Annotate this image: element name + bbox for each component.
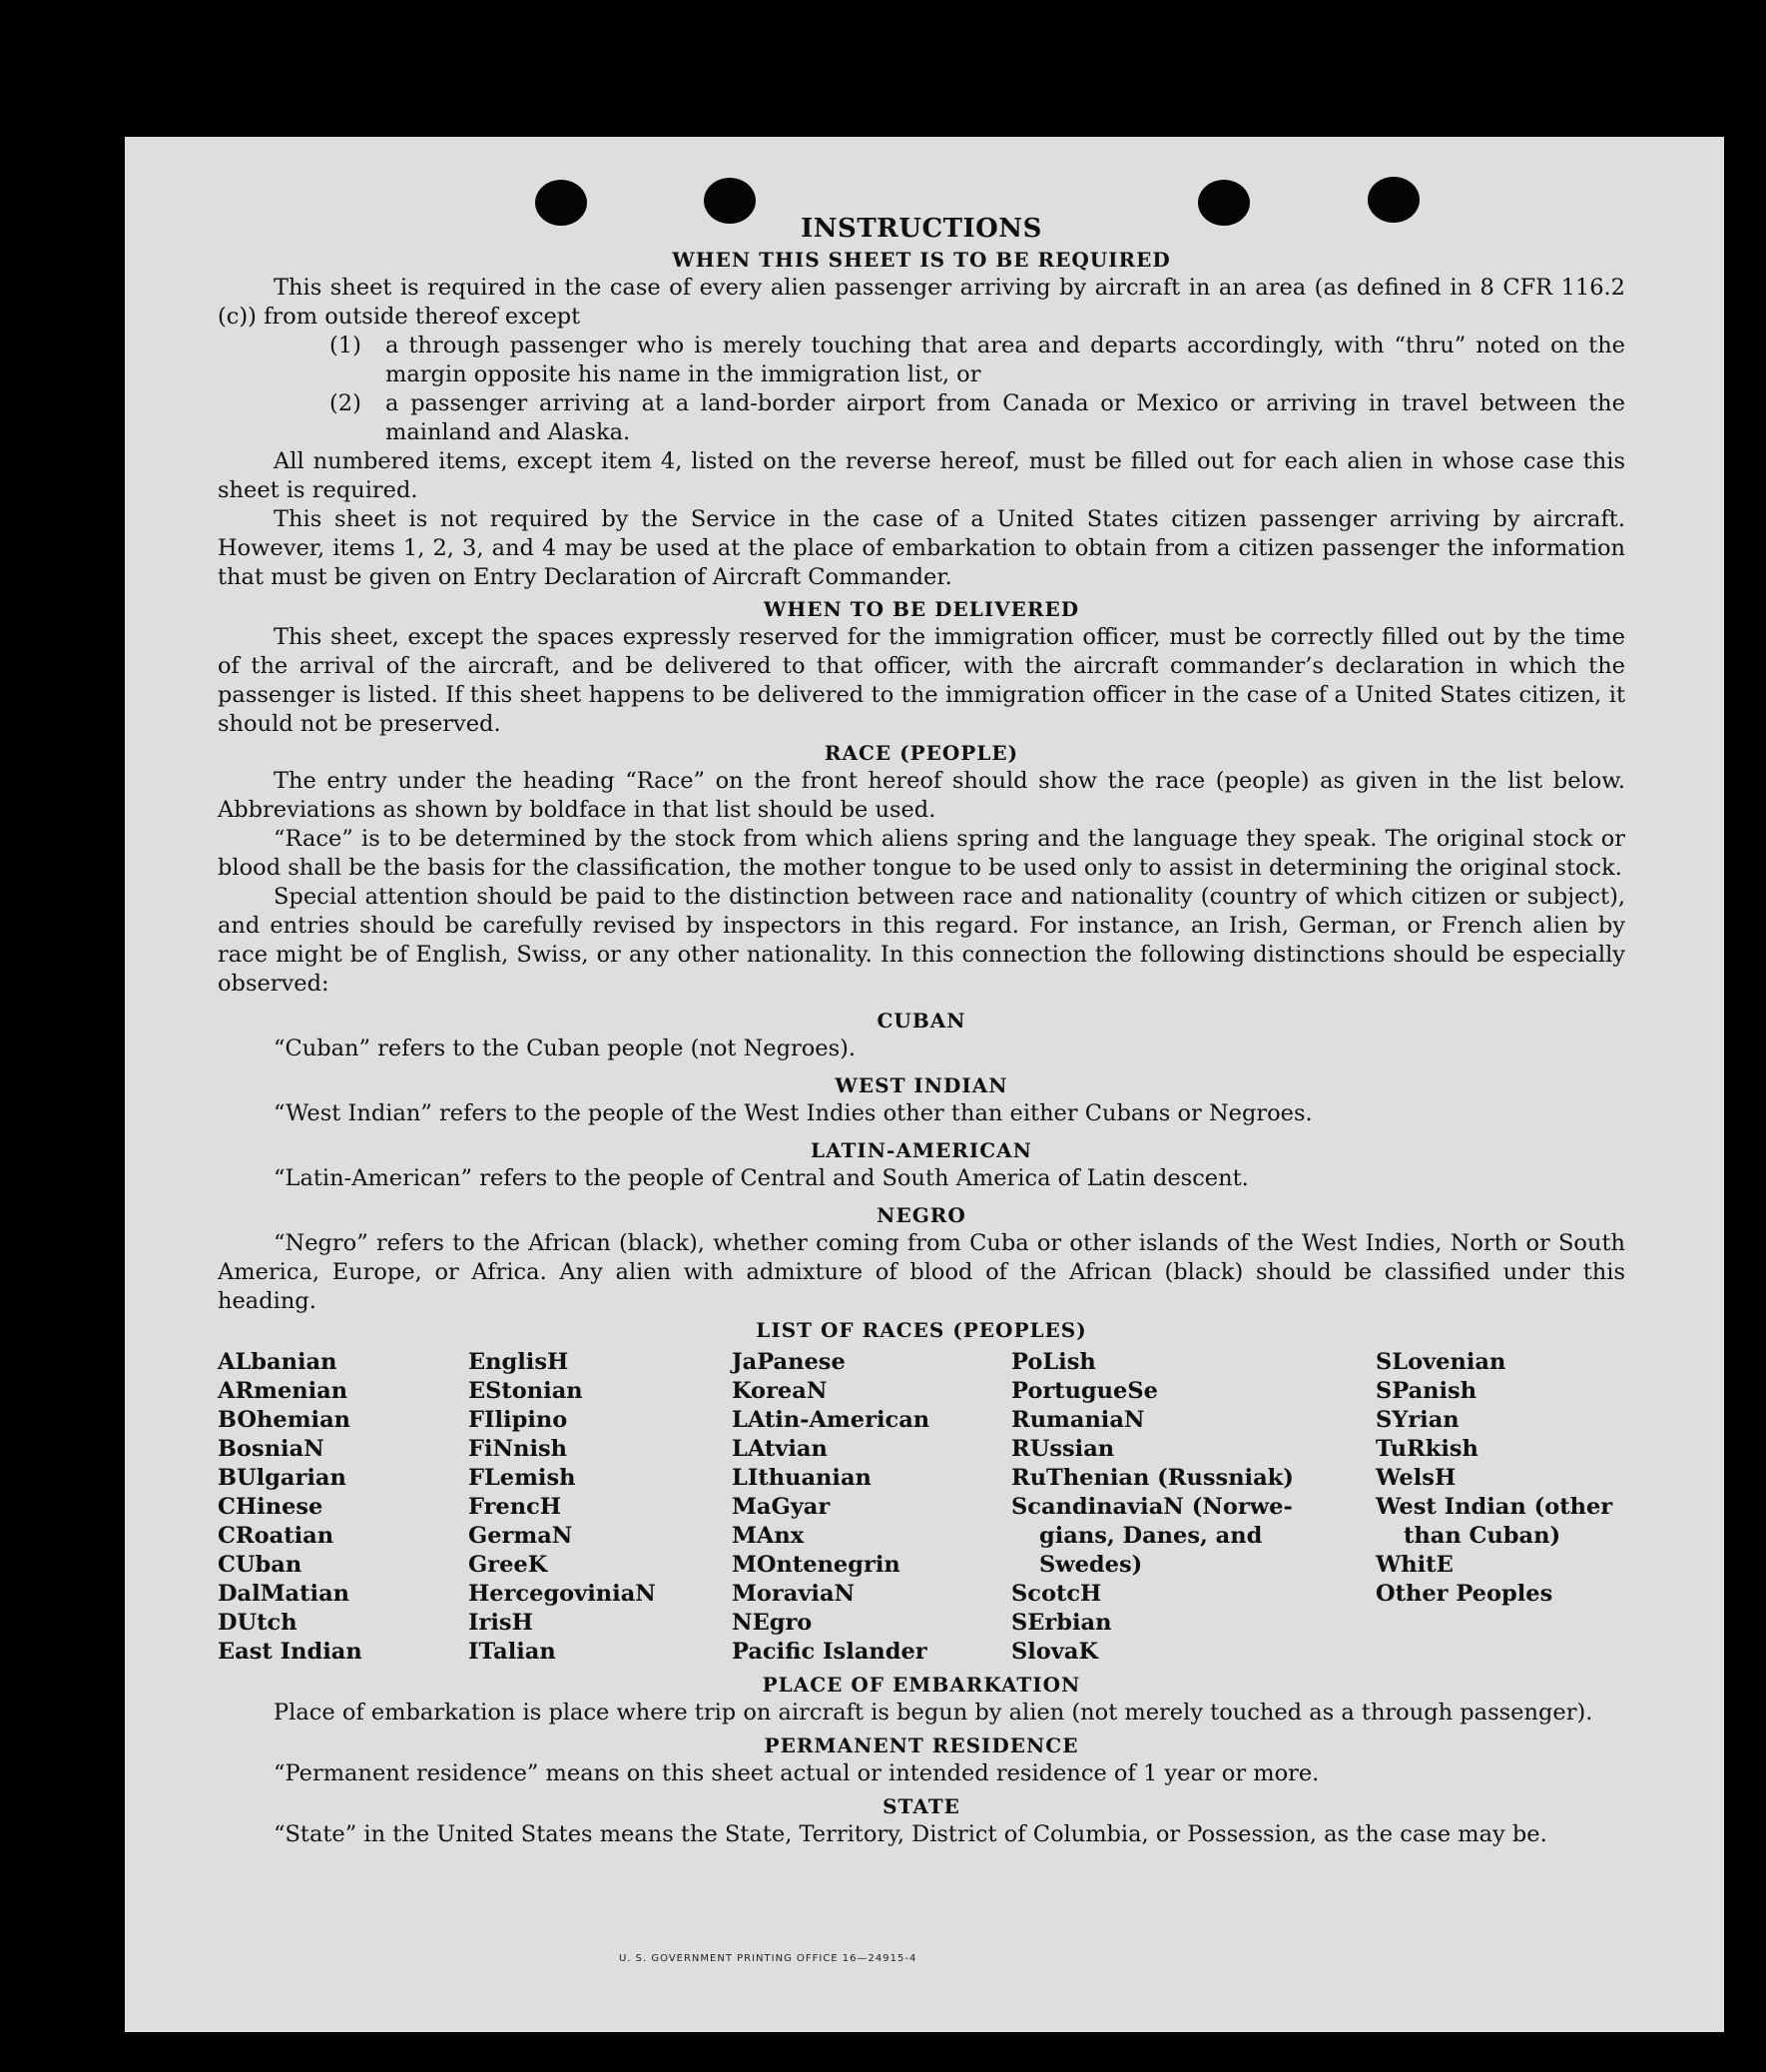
race-entry: DUtch — [218, 1610, 297, 1636]
item-number: (1) — [329, 333, 361, 358]
race-entry: West Indian (other — [1376, 1494, 1613, 1520]
race-entry: ALbanian — [218, 1349, 337, 1375]
race-entry: IrisH — [468, 1610, 533, 1636]
race-entry: FiNnish — [468, 1436, 568, 1462]
race-entry: PoLish — [1011, 1349, 1096, 1375]
state-text: “State” in the United States means the State, Territory, District of Columbia, or Possession, as the case may be. — [274, 1821, 1547, 1847]
race-entry: ScotcH — [1011, 1581, 1102, 1607]
races-list — [218, 1348, 1625, 1667]
race-entry: BosniaN — [218, 1436, 324, 1462]
instructions-text — [218, 212, 1625, 1849]
item-number: (2) — [329, 390, 361, 416]
races-column — [1011, 1348, 1376, 1667]
section-heading-latin-american: LATIN-AMERICAN — [811, 1138, 1032, 1162]
section-heading-required: WHEN THIS SHEET IS TO BE REQUIRED — [672, 248, 1171, 272]
race-entry: RuThenian (Russniak) — [1011, 1465, 1294, 1491]
race-entry: East Indian — [218, 1639, 362, 1665]
race-entry: CRoatian — [218, 1523, 334, 1549]
section-heading-embarkation: PLACE OF EMBARKATION — [762, 1673, 1081, 1697]
required-para: All numbered items, except item 4, listed on the reverse hereof, must be filled out for each alien in whose case this sheet is required. — [218, 448, 1625, 503]
race-entry: EStonian — [468, 1378, 583, 1404]
race-entry: GreeK — [468, 1552, 548, 1578]
race-para: “Race” is to be determined by the stock from which aliens spring and the language they speak. The original stock or blood shall be the basis for the classification, the mother tongue to be used only to assist in determining the original stock. — [218, 826, 1625, 881]
races-column — [732, 1348, 1011, 1667]
race-entry: ARmenian — [218, 1378, 348, 1404]
race-para: Special attention should be paid to the distinction between race and nationality (country of which citizen or subject), and entries should be carefully revised by inspectors in this regard. For instance, an Irish, German, or French alien by race might be of English, Swiss, or any other nationality. In this connection the following distinctions should be especially observed: — [218, 884, 1625, 997]
race-entry: SPanish — [1376, 1378, 1477, 1404]
race-entry: Other Peoples — [1376, 1581, 1553, 1607]
race-entry: TuRkish — [1376, 1436, 1478, 1462]
race-entry: GermaN — [468, 1523, 573, 1549]
race-entry: than Cuban) — [1404, 1523, 1561, 1549]
required-intro: This sheet is required in the case of every alien passenger arriving by aircraft in an area (as defined in 8 CFR 116.2 (c)) from outside thereof except — [218, 275, 1625, 330]
races-column — [218, 1348, 468, 1667]
race-para: The entry under the heading “Race” on the front hereof should show the race (people) as given in the list below. Abbreviations as shown by boldface in that list should be used. — [218, 768, 1625, 823]
race-entry: LAtvian — [732, 1436, 828, 1462]
negro-text: “Negro” refers to the African (black), whether coming from Cuba or other islands of the West Indies, North or South America, Europe, or Africa. Any alien with admixture of blood of the African (black) should be classified under this heading. — [218, 1230, 1625, 1314]
section-heading-negro: NEGRO — [877, 1203, 966, 1227]
race-entry: ITalian — [468, 1639, 556, 1665]
race-entry: LIthuanian — [732, 1465, 872, 1491]
page-title: INSTRUCTIONS — [801, 214, 1042, 244]
race-entry: KoreaN — [732, 1378, 828, 1404]
cuban-text: “Cuban” refers to the Cuban people (not Negroes). — [274, 1036, 857, 1061]
west-indian-text: “West Indian” refers to the people of the West Indies other than either Cubans or Negroes. — [274, 1100, 1313, 1126]
race-entry: SErbian — [1011, 1610, 1112, 1636]
section-heading-list-of-races: LIST OF RACES (PEOPLES) — [756, 1318, 1087, 1342]
race-entry: PortugueSe — [1011, 1378, 1158, 1404]
race-entry: CHinese — [218, 1494, 323, 1520]
race-entry: MaGyar — [732, 1494, 831, 1520]
race-entry: SYrian — [1376, 1407, 1460, 1433]
section-heading-race: RACE (PEOPLE) — [824, 741, 1019, 765]
race-entry: DalMatian — [218, 1581, 350, 1607]
section-heading-cuban: CUBAN — [877, 1009, 966, 1033]
race-entry: WhitE — [1376, 1552, 1454, 1578]
race-entry: NEgro — [732, 1610, 813, 1636]
embarkation-text: Place of embarkation is place where trip on aircraft is begun by alien (not merely touched as a through passenger). — [274, 1700, 1593, 1726]
race-entry: FrencH — [468, 1494, 562, 1520]
residence-text: “Permanent residence” means on this sheet actual or intended residence of 1 year or more. — [274, 1760, 1320, 1786]
required-para: This sheet is not required by the Service in the case of a United States citizen passenger arriving by aircraft. However, items 1, 2, 3, and 4 may be used at the place of embarkation to obtain from a citizen passenger the information that must be given on Entry Declaration of Aircraft Commander. — [218, 506, 1625, 590]
race-entry: LAtin-American — [732, 1407, 930, 1433]
race-entry: Swedes) — [1039, 1552, 1143, 1578]
race-entry: FIlipino — [468, 1407, 568, 1433]
race-entry: FLemish — [468, 1465, 576, 1491]
race-entry: ScandinaviaN (Norwe- — [1011, 1494, 1293, 1520]
race-entry: CUban — [218, 1552, 302, 1578]
section-heading-west-indian: WEST INDIAN — [835, 1073, 1008, 1097]
race-entry: MoraviaN — [732, 1581, 856, 1607]
latin-american-text: “Latin-American” refers to the people of Central and South America of Latin descent. — [274, 1165, 1249, 1191]
race-entry: gians, Danes, and — [1039, 1523, 1263, 1549]
delivered-text: This sheet, except the spaces expressly reserved for the immigration officer, must be correctly filled out by the time of the arrival of the aircraft, and be delivered to that officer, with the aircraft commander’s declaration in which the passenger is listed. If this sheet happens to be delivered to the immigration officer in the case of a United States citizen, it should not be preserved. — [218, 624, 1625, 737]
race-entry: Pacific Islander — [732, 1639, 927, 1665]
race-entry: WelsH — [1376, 1465, 1457, 1491]
section-heading-delivered: WHEN TO BE DELIVERED — [763, 597, 1080, 621]
races-column — [468, 1348, 732, 1667]
item-text: a passenger arriving at a land-border airport from Canada or Mexico or arriving in travel between the mainland and Alaska. — [385, 390, 1625, 445]
race-entry: JaPanese — [732, 1349, 846, 1375]
race-entry: RUssian — [1011, 1436, 1115, 1462]
item-text: a through passenger who is merely touching that area and departs accordingly, with “thru” noted on the margin opposite his name in the immigration list, or — [385, 333, 1625, 387]
printer-imprint: U. S. GOVERNMENT PRINTING OFFICE 16—24915-4 — [619, 1953, 917, 1964]
race-entry: EnglisH — [468, 1349, 569, 1375]
section-heading-state: STATE — [883, 1794, 960, 1818]
race-entry: RumaniaN — [1011, 1407, 1145, 1433]
race-entry: HercegoviniaN — [468, 1581, 656, 1607]
race-entry: BOhemian — [218, 1407, 351, 1433]
race-entry: MOntenegrin — [732, 1552, 900, 1578]
exception-item — [329, 332, 1625, 389]
exception-item — [329, 389, 1625, 447]
section-heading-residence: PERMANENT RESIDENCE — [764, 1733, 1079, 1757]
race-entry: SlovaK — [1011, 1639, 1099, 1665]
race-entry: SLovenian — [1376, 1349, 1506, 1375]
race-entry: BUlgarian — [218, 1465, 346, 1491]
races-column — [1376, 1348, 1625, 1667]
race-entry: MAnx — [732, 1523, 805, 1549]
